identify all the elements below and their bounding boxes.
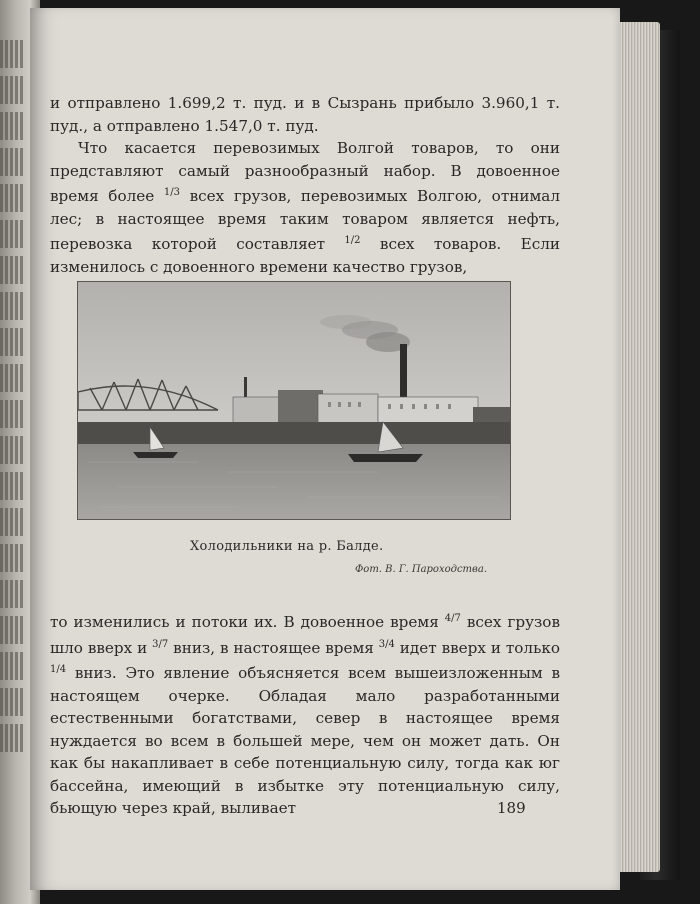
fraction: 3/7 <box>152 638 169 650</box>
paragraph-text: идет вверх и только <box>394 638 560 657</box>
page-number: 189 <box>497 799 526 817</box>
photograph-refrigerators <box>77 281 511 520</box>
fraction: 1/3 <box>163 187 180 198</box>
paragraph-text: Что касается перевозимых Волгой товаров, то они представляют самый разнообразный набор. В довоенное время более <box>50 139 560 206</box>
text-block-top <box>50 92 560 278</box>
paragraph-text: то изменились и потоки их. В довоенное время <box>50 613 445 632</box>
fraction: 1/2 <box>344 235 361 247</box>
left-page-text-fragments <box>0 40 30 760</box>
paragraph-goods <box>50 137 560 278</box>
photo-image <box>78 282 510 519</box>
book-page <box>30 8 620 890</box>
paragraph-flows <box>50 608 560 820</box>
paragraph-text: вниз, в настоящее время <box>168 638 379 657</box>
figure-caption: Холодильники на р. Балде. <box>190 539 384 554</box>
paragraph-continuation <box>50 92 560 137</box>
fraction: 4/7 <box>444 613 461 624</box>
paragraph-text: всех товаров. Если изменилось с довоенного времени качество грузов, <box>50 235 560 276</box>
text-block-bottom <box>50 608 560 820</box>
fraction: 1/4 <box>50 664 67 676</box>
paragraph-text: всех грузов, перевозимых Волгою, отнимал лес; в настоящее время таким товаром является нефть, перевозка которой составляет <box>50 187 560 254</box>
paragraph-text: вниз. Это явление объясняется всем вышеизложенным в настоящем очерке. Обладая мало разработанными естественными богатствами, север в настоящее время нуждается во всем в большей мере, чем он может дать. Он как бы накапливает в себе потенциальную силу, тогда как юг бассейна, имеющий в избытке эту потенциальную силу, бьющую через край, выливает <box>50 664 560 818</box>
paragraph-text: всех грузов шло вверх и <box>50 613 560 657</box>
paragraph-text: и отправлено 1.699,2 т. пуд. и в Сызрань прибыло 3.960,1 т. пуд., а отправлено 1.547,0 т. пуд. <box>50 94 560 135</box>
photo-credit: Фот. В. Г. Пароходства. <box>355 564 487 575</box>
fraction: 3/4 <box>378 638 395 650</box>
